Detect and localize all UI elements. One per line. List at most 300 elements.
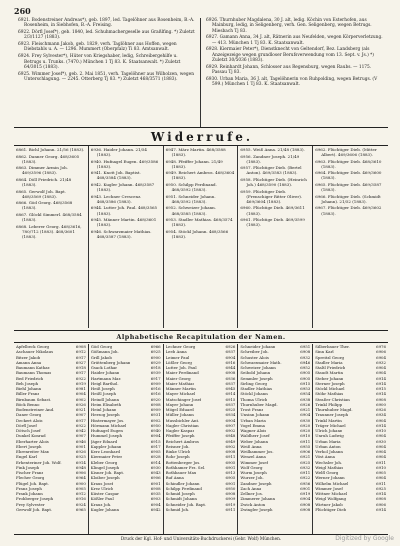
footer-rule — [14, 534, 388, 535]
index-number: 6950 — [225, 485, 236, 491]
index-name: Weber Johann — [240, 438, 269, 444]
index-number: 6907 — [225, 422, 236, 428]
index-name: Hummel Joseph — [90, 433, 123, 439]
index-number: 6908 — [376, 496, 386, 502]
index-number: 6917 — [150, 443, 161, 449]
index-name: Wurm Joseph — [240, 470, 267, 475]
index-number: 6905 — [75, 485, 86, 491]
index-name: Sterner Joseph — [315, 380, 345, 386]
index-number: 6905 — [300, 375, 311, 381]
index-name: Ruf Anna — [165, 475, 184, 481]
index-number: 6908 — [225, 491, 236, 496]
index-name: Reisner Joh. — [165, 443, 190, 449]
widerruf-entry: 6864. Döll Friedrich. 21/48 (1883). — [16, 176, 72, 188]
index-name: Zach Anna — [240, 485, 262, 491]
index-number: 6930 — [376, 438, 386, 444]
index-number: 6914 — [75, 459, 86, 465]
index-number: 6904 — [376, 417, 386, 423]
index-name: Deckert Alois — [16, 417, 43, 423]
index-name: Gsack Lothar — [90, 365, 118, 370]
widerruf-entry: 6949. Reichert Ambros. 468/3604 (1883). — [165, 170, 235, 181]
index-name: Heinl Johann — [90, 407, 117, 412]
index-number: 6903 — [150, 496, 161, 502]
index-number: 6926 — [300, 401, 311, 407]
notice-entry: 6924. Frey Sylvester*), Hüter von Kriegshaber, ledig, Schreibergehilfe u. Betrugs u. Trunks. (7470.) München 1 Tj 83. K. Staatsanwalt. *) Zuletzt 64/3015 (1883). — [18, 54, 181, 70]
index-name: Daner Georg — [16, 412, 42, 418]
index-name: Urban Anton — [315, 443, 341, 449]
index-number: 6904 — [376, 365, 386, 370]
index-name: Trinkl Martin — [315, 417, 342, 423]
widerruf-entry: 6947. März Martin. 468/3588 (1883). — [165, 147, 226, 158]
index-number: 6945 — [225, 386, 236, 391]
index-row — [315, 507, 386, 512]
index-number: 6916 — [150, 391, 161, 397]
index-name: Schreiber Joh. — [240, 349, 269, 355]
index-number: 6926 — [225, 344, 236, 349]
index-number: 6901 — [300, 485, 311, 491]
index-name: Ehrenreiter Max — [16, 449, 49, 454]
index-number: 6914 — [376, 375, 386, 381]
index-name: Wimmer Josef — [315, 485, 343, 491]
index-number: 6964 — [75, 475, 86, 481]
index-name: Erhenteriner Joh. Wolf. — [16, 459, 62, 465]
index-name: Fink Joseph — [16, 464, 40, 470]
index-name: Ulrich Johann — [315, 428, 343, 433]
notice-entry: 6925. Wimmer Josef*), geb. 2. Mai 1851, verh. Tagelöhner aus Wilholzen, wegen Unterschlagung. — 2245. Otterberg Tj 83. *) Zuletzt 468/3571 (1883). — [18, 71, 194, 82]
index-number: 6922 — [300, 475, 311, 481]
index-number: 6911 — [300, 438, 311, 444]
index-number: 6910 — [300, 433, 311, 439]
index-name: Aschauer Nikolaus — [16, 349, 54, 355]
index-row — [91, 507, 161, 512]
index-heading: Alphabetische Recapitulation der Namen. — [116, 333, 286, 341]
index-number: 6919 — [300, 491, 311, 496]
index-name: Werner Johann — [315, 475, 345, 481]
index-number: 6920 — [300, 428, 311, 433]
index-number: 6908 — [300, 349, 311, 355]
index-name: Hörmann Michael — [90, 422, 127, 428]
widerruf-entry: 6960. Flüchtige Dieb. 469/3611 (1883). — [240, 205, 305, 216]
index-number: 6914 — [376, 380, 386, 386]
index-name: Biller Franz — [16, 391, 40, 397]
index-number: 6915 — [225, 396, 236, 402]
index-name: Müller Johann — [165, 412, 194, 418]
index-number: 6935 — [150, 491, 161, 496]
index-name: Flügel Joh. Bapt. — [16, 480, 50, 486]
index-name: Heigl Barthol. — [90, 380, 119, 386]
index-name: Bed Friedrich — [16, 375, 44, 381]
widerrufe-column — [164, 146, 239, 328]
index-name: Sinn Karl — [315, 349, 334, 355]
index-number: 6902 — [225, 443, 236, 449]
index-number: 6920 — [150, 396, 161, 402]
widerruf-entry: 6967. Flüchtiger Dieb. 469/3602 (1883). — [315, 205, 382, 216]
subheading-rule-top — [14, 330, 388, 331]
widerruf-entry: 6965. Flüchtiger Dieb. 469/3587 (1883). — [315, 182, 382, 193]
index-name: Beh Joseph — [16, 380, 39, 386]
index-name: Maier Georg — [165, 375, 191, 381]
index-number: 6906 — [300, 449, 311, 454]
index-name: Thurnhuber Magd. — [240, 401, 278, 407]
widerruf-entry: 6866. Göd Georg. 468/3568 (1883). — [16, 200, 73, 211]
widerruf-entry: 6863. Dimmer Armin Joh. 469/3596 (1883). — [16, 165, 68, 176]
index-number: 6900 — [376, 401, 386, 407]
index-number: 6912 — [75, 491, 86, 496]
index-name: Vogel Emma — [240, 422, 265, 428]
index-name: Flüchtiger Dieb — [315, 506, 347, 512]
index-number: 6911 — [225, 454, 236, 460]
index-name: Silberbauer Ther. — [315, 344, 350, 349]
index-number: 6919 — [225, 501, 236, 507]
index-number: 6950 — [150, 422, 161, 428]
column-divider — [200, 18, 201, 128]
index-name: Rothbauer Max — [165, 470, 197, 475]
index-number: 6912 — [75, 349, 86, 355]
widerrufe-column — [238, 146, 313, 328]
index-name: Straßer Christian — [315, 396, 350, 402]
index-name: Kugler Johann — [90, 506, 119, 512]
widerruf-entry: 6951. Schneider Johann. 468/3592 (1883). — [165, 193, 216, 204]
index-number: 6926 — [376, 407, 386, 412]
index-name: Matschinger Josef — [165, 396, 202, 402]
index-name: Ebert Joseph — [16, 443, 42, 449]
index-name: Heindl Johann — [90, 396, 119, 402]
page-number: 260 — [14, 6, 31, 16]
index-name: Kisner Joh. Bapt. — [90, 470, 125, 475]
index-number: 6937 — [225, 401, 236, 407]
index-name: Trinkl Philipp — [315, 401, 343, 407]
index-name: Gößmann Joh. — [90, 349, 119, 355]
index-number: 6909 — [150, 407, 161, 412]
index-number: 6911 — [376, 459, 386, 465]
index-number: 6915 — [150, 438, 161, 444]
index-grid — [14, 344, 388, 534]
index-number: 6931 — [150, 412, 161, 418]
index-number: 6948 — [75, 464, 86, 470]
index-name: Krez Ulrich — [90, 485, 114, 491]
widerrufe-column — [89, 146, 164, 328]
index-number: 6901 — [225, 464, 236, 470]
index-number: 6908 — [150, 485, 161, 491]
index-name: Krauz Joh. — [90, 501, 112, 507]
index-number: 6937 — [225, 349, 236, 355]
index-name: Pfeiffer Joseph — [165, 433, 195, 439]
index-number: 6938 — [300, 396, 311, 402]
index-number: 6955 — [300, 443, 311, 449]
index-name: Rohr Joseph — [165, 454, 190, 460]
index-name: Hufnagel Eugen — [90, 428, 123, 433]
widerruf-entry: 6956. Zandner Joseph. 21/49 (1883). — [240, 153, 300, 164]
index-number: 6934 — [225, 412, 236, 418]
index-number: 6909 — [225, 496, 236, 502]
index-name: Wolf Georg — [240, 464, 263, 470]
index-number: 6966 — [150, 344, 161, 349]
index-number: 6956 — [300, 480, 311, 486]
widerruf-entry: 6946. Schwarzmaier Mathias. 468/3587 (1883). — [90, 228, 152, 239]
index-name: Unsinn Johann — [240, 412, 270, 418]
index-number: 6908 — [300, 501, 311, 507]
index-number: 6905 — [150, 449, 161, 454]
index-number: 6924 — [75, 501, 86, 507]
widerruf-entry: 6942. Kugler Johann. 468/3587 (1883). — [90, 182, 155, 193]
index-name: Leimer Paul — [165, 354, 190, 360]
index-name: Mussbichler Ant. — [165, 417, 200, 423]
index-number: 6900 — [75, 480, 86, 486]
index-name: Träger Michael — [315, 422, 346, 428]
index-number: 6914 — [150, 459, 161, 465]
index-name: Flecher Georg — [16, 475, 45, 481]
index-number: 6908 — [376, 396, 386, 402]
index-name: Reichert Ambros — [165, 438, 199, 444]
index-number: 6906 — [376, 501, 386, 507]
index-name: Heim Elisabeth — [90, 401, 122, 407]
index-number: 6909 — [150, 380, 161, 386]
index-name: Bitzer Jakob — [16, 354, 41, 360]
index-number: 6929 — [150, 359, 161, 365]
index-row — [240, 507, 310, 512]
index-number: 6976 — [376, 344, 386, 349]
index-number: 6917 — [75, 417, 86, 423]
widerruf-entry: 6958. Flüchtiger Dieb. (Heinrich Joh.) 468/3590 (1883). — [240, 176, 307, 188]
index-name: Stöckl Johann — [240, 391, 268, 397]
index-number: 6954 — [300, 391, 311, 397]
index-name: Semmler Joseph — [240, 375, 273, 381]
index-name: Mayer Michael — [165, 391, 196, 397]
index-number: 6918 — [150, 365, 161, 370]
index-name: Klingel Joseph — [90, 464, 120, 470]
document-page — [10, 6, 392, 542]
index-number: 6925 — [150, 349, 161, 355]
index-number: 6908 — [150, 401, 161, 407]
index-name: Verhol Johann — [315, 449, 343, 454]
index-name: Leeb Anna — [165, 349, 187, 355]
index-column — [14, 344, 89, 534]
index-name: Wenzel Anna — [240, 454, 266, 460]
widerrufe-column — [14, 146, 89, 328]
digitized-stamp: Digitized by Google — [335, 535, 394, 542]
index-name: Wechsler Joh. — [315, 459, 343, 465]
index-number: 6925 — [376, 485, 386, 491]
index-number: 6946 — [300, 359, 311, 365]
index-name: Herzog Joseph — [90, 412, 120, 418]
index-number: 6910 — [376, 464, 386, 470]
widerruf-entry: 6944. Lutter Joh. Paul. 468/3565 (1883). — [90, 205, 158, 216]
index-name: Weiß Anna — [240, 443, 262, 449]
index-number: 6927 — [75, 359, 86, 365]
index-name: Rothhamer Frz. Sel. — [165, 464, 206, 470]
index-number: 6915 — [376, 386, 386, 391]
index-name: Schneider Joh. Bapt. — [165, 501, 207, 507]
index-name: Kößler Paul — [90, 496, 114, 502]
widerruf-entry: 6861. Bichl Johann. 21/56 (1883). — [16, 147, 85, 152]
index-name: Schilpp Ferdinand — [165, 485, 202, 491]
index-name: Göd Georg — [90, 344, 113, 349]
index-name: Urban Maria — [315, 438, 341, 444]
index-name: Küster Caspar — [90, 491, 120, 496]
index-number: 6943 — [150, 470, 161, 475]
index-number: 6926 — [75, 401, 86, 407]
index-number: 6914 — [225, 391, 236, 397]
index-name: Engel Karl — [16, 454, 37, 460]
widerruf-entry: 6954. Stöckl Johann. 468/3566 (1883). — [165, 228, 229, 239]
index-number: 6914 — [376, 506, 386, 512]
index-name: Franz Joseph — [16, 485, 42, 491]
index-name: Maier Mathias — [165, 380, 195, 386]
index-number: 6904 — [376, 449, 386, 454]
index-column — [313, 344, 388, 534]
index-number: 6921 — [75, 407, 86, 412]
index-number: 6908 — [225, 370, 236, 376]
index-row — [16, 507, 86, 512]
index-column — [89, 344, 164, 534]
subheading-rule-bottom — [14, 342, 388, 343]
widerruf-entry: 6941. Knott Joh. Baptist. 468/3584 (1883). — [90, 170, 141, 181]
index-name: Apfelbeck Georg — [16, 344, 49, 349]
index-number: 6904 — [376, 370, 386, 376]
index-name: Stöckl Michael — [315, 386, 345, 391]
index-number: 6904 — [150, 501, 161, 507]
index-name: Trost Franz — [240, 407, 264, 412]
index-number: 6946 — [75, 438, 86, 444]
index-name: Amann Anna — [16, 359, 42, 365]
widerruf-entry: 6868. Leberer Georg. 468/3616, 780/712 (1883). 468/3601 (1883). — [16, 223, 82, 239]
index-name: Staudt Martin — [315, 370, 344, 376]
index-name: Spreitzl Georg — [315, 354, 344, 360]
widerruf-entry: 6957. Flüchtiger Dieb. (Bertel Anton). 469/3583 (1883). — [240, 165, 302, 176]
index-number: 6942 — [150, 506, 161, 512]
index-name: Haider Johann — [90, 370, 120, 376]
index-number: 6904 — [376, 433, 386, 439]
top-left-column — [18, 18, 196, 84]
index-name: Sirling Georg — [240, 380, 267, 386]
index-name: Wimmer Josef — [240, 459, 268, 465]
index-number: 6920 — [300, 422, 311, 428]
index-name: Seibold Johann — [240, 370, 271, 376]
index-number: 6949 — [225, 438, 236, 444]
widerruf-entry: 6936. Haider Johann. 21/54 (1883). — [90, 147, 147, 158]
index-number: 6934 — [376, 412, 386, 418]
notice-entry: 6928. Kiermaier Peter*), Dienstknecht von Geltendorf, Bez. Landsberg (als Anzeigezeige wegen grundloser Berufsverwendung vom 13. Sept. v. Js.) *) Zuletzt 30/5036 (1883). — [206, 47, 374, 64]
widerruf-entry: 6862. Danner Georg. 468/3605 (1883). — [16, 153, 80, 164]
index-name: Mayer Johann — [165, 401, 194, 407]
index-number: 6914 — [376, 422, 386, 428]
index-name: Staltl Friedrich — [315, 365, 346, 370]
index-number: 6930 — [150, 464, 161, 470]
index-name: Lutter Joh. Paul — [165, 365, 197, 370]
index-number: 6917 — [75, 370, 86, 376]
index-number: 6904 — [150, 433, 161, 439]
index-number: 6907 — [75, 412, 86, 418]
widerruf-entry: 6948. Pfeiffer Johann. 21/49 (1883). — [165, 158, 223, 169]
index-number: 6905 — [376, 470, 386, 475]
index-name: Kloiber Joseph — [90, 475, 120, 481]
notice-entry: 6923. Fleischmann Jakob, geb. 1829, verh. Taglöhner aus Hoffen, wegen Diebstahls u. A. — 1296. Mummert (Oberpfalz) Ti 83. Amtsanwalt. — [18, 42, 177, 53]
index-name: Hartmann Mar. — [90, 375, 122, 381]
index-name: Heißl Joseph — [90, 391, 117, 397]
index-name: Kiermaier Peter — [90, 454, 123, 460]
widerruf-entry: 6955. Weiß Anna. 21/48 (1883). — [240, 147, 305, 152]
index-number: 6906 — [376, 349, 386, 355]
index-name: Lößler Georg — [165, 359, 192, 365]
index-number: 6953 — [300, 386, 311, 391]
index-number: 6916 — [150, 386, 161, 391]
index-name: Thurnhuber Magd. — [315, 407, 353, 412]
index-name: Weigl Mathias — [315, 464, 344, 470]
index-name: Grill Jakob — [90, 354, 112, 360]
widerruf-entry: 6945. Männer Martin. 468/3601 (1883). — [90, 217, 157, 228]
index-number: 6911 — [300, 470, 311, 475]
index-name: Kleber Georg — [90, 459, 118, 465]
index-number: 6925 — [300, 459, 311, 465]
index-number: 6907 — [75, 433, 86, 439]
index-number: 6901 — [150, 480, 161, 486]
index-number: 6942 — [75, 428, 86, 433]
index-row — [166, 507, 236, 512]
index-number: 6910 — [376, 428, 386, 433]
index-name: Wagner Alois — [240, 428, 267, 433]
index-number: 6902 — [75, 396, 86, 402]
index-name: Schwarzmaier Math. — [240, 359, 282, 365]
index-number: 6917 — [150, 375, 161, 381]
index-name: Schmid Joh. — [165, 506, 190, 512]
index-name: Thoma Ulrich — [240, 396, 268, 402]
index-name: Dunkel Konrad — [16, 433, 46, 439]
widerrufe-column — [313, 146, 388, 328]
index-number: 6911 — [225, 506, 236, 512]
index-name: Maier Ferdinand — [165, 370, 199, 376]
index-name: Dörfl Josef — [16, 422, 37, 428]
index-number: 6925 — [75, 454, 86, 460]
index-name: Zandner Joseph — [240, 480, 272, 486]
index-number: 6965 — [75, 506, 86, 512]
index-name: Bodenstreiner And. — [16, 407, 55, 412]
index-name: Grüttenberg Johann — [90, 359, 131, 365]
widerruf-entry: 6865. Gerwolf Joh. Bapt. 468/3569 (1883). — [16, 188, 66, 199]
printer-footer: Druck der Kgl. Hof- und Universitäts-Buchdruckerei (Gebr. Wolf) München. — [120, 536, 282, 541]
index-number: 6914 — [376, 491, 386, 496]
widerruf-entry: 6867. Glöckl Simmerl. 468/3584 (1883). — [16, 212, 82, 223]
index-number: 6908 — [300, 506, 311, 512]
top-right-column — [206, 18, 386, 89]
index-name: Schindler Johann — [165, 480, 200, 486]
index-name: Rottenberger Jos. — [165, 459, 201, 465]
index-number: 6926 — [75, 449, 86, 454]
index-name: Männer Martin — [165, 386, 196, 391]
index-number: 6904 — [300, 412, 311, 418]
index-number: 6908 — [225, 449, 236, 454]
notice-entry: 6926. Thurnhuber Magdalena, 30 J. alt, ledig. Köchin von Esterhofen, aus Mainburg, ledig, in Seligenberg, verh. Gen. Seligenberg, wegen Betrugs. Miesbach Tj 83. — [206, 18, 372, 34]
widerruf-entry: 6959. Flüchtiger Dieb. (Frenschiger Ritter Oliver). 469/3604 (1883). — [240, 188, 303, 204]
index-number: 6901 — [225, 480, 236, 486]
index-number: 6916 — [75, 496, 86, 502]
index-name: Hintermayer Jos. — [90, 417, 125, 423]
index-number: 6928 — [150, 454, 161, 460]
index-number: 6908 — [75, 344, 86, 349]
notice-entry: 6930. Urban Maria, 36 J. alt, Tagelöhnerin von Ruhpolding, wegen Betrugs. (V 599.) München 1 Tj 83. K. Staatsanwalt. — [206, 76, 378, 88]
index-name: Dötsch Josef — [16, 428, 41, 433]
index-number: 6904 — [376, 475, 386, 481]
index-number: 6905 — [225, 475, 236, 481]
index-number: 6905 — [300, 370, 311, 376]
heading-rule-top — [14, 127, 388, 128]
section-heading: Widerrufe. — [150, 130, 254, 144]
index-name: Baumann Thomas — [16, 370, 52, 376]
index-number: 6900 — [150, 354, 161, 360]
index-name: Schmid Joseph — [165, 491, 195, 496]
index-name: Welfl Georg — [315, 470, 339, 475]
index-name: Zwingler Joseph — [240, 506, 273, 512]
widerruf-entry: 6963. Flüchtiger Dieb. 468/3610 (1883). — [315, 158, 382, 169]
